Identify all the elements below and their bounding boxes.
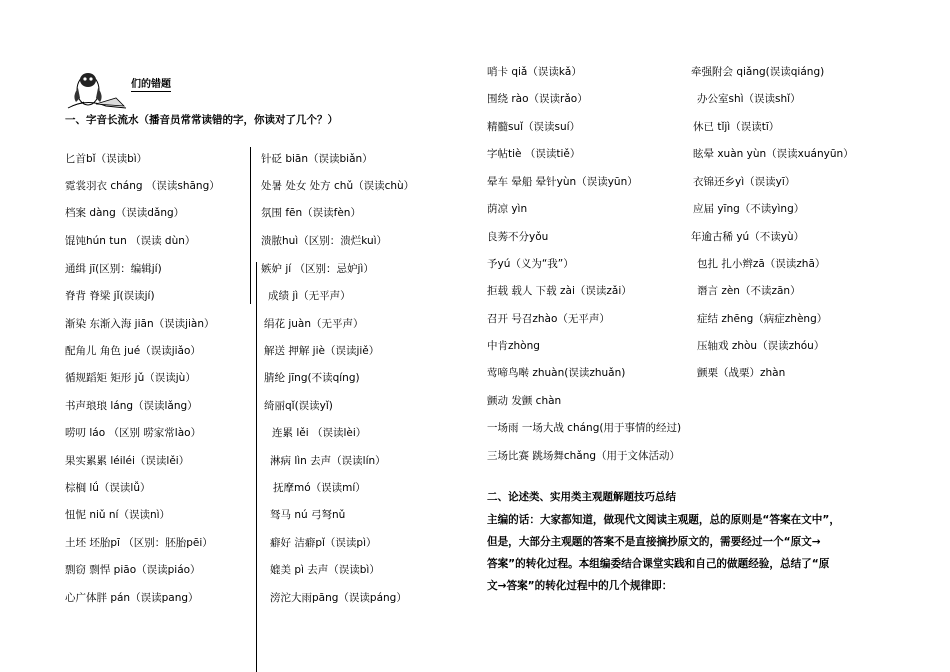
- list-item: 滂沱大雨pāng（误读páng）: [270, 592, 407, 604]
- section-2-heading: 二、论述类、实用类主观题解题技巧总结: [487, 491, 676, 503]
- column-divider-left: [250, 147, 251, 304]
- list-item: 良莠不分yǒu: [487, 231, 549, 243]
- list-item: 媲美 pì 去声（误读bì）: [270, 564, 380, 576]
- list-item: 拒载 载人 下载 zài（误读zǎi）: [487, 285, 632, 297]
- list-item: 癖好 洁癖pǐ（误读pì）: [270, 537, 377, 549]
- list-item: 休已 tǐjì（误读tī）: [693, 121, 780, 133]
- page-title: 们的错题: [131, 79, 171, 90]
- list-item: 通缉 jī(区别：编辑jí): [65, 263, 162, 275]
- list-item: 年逾古稀 yú（不读yù）: [691, 231, 805, 243]
- list-item: 围绕 rào（误读rǎo）: [487, 93, 588, 105]
- list-item: 荫凉 yìn: [487, 203, 528, 215]
- list-item: 颤动 发颤 chàn: [487, 395, 562, 407]
- list-item: 哨卡 qiǎ（误读kǎ）: [487, 66, 582, 78]
- list-item: 循规蹈矩 矩形 jǔ（误读jù）: [65, 372, 196, 384]
- paragraph-line: 主编的话：大家都知道，做现代文阅读主观题，总的原则是“答案在文中”，: [487, 514, 840, 526]
- list-item: 渐染 东渐入海 jiān（误读jiàn）: [65, 318, 215, 330]
- list-item: 书声琅琅 láng（误读lǎng）: [65, 400, 198, 412]
- list-item: 嫉妒 jí （区别：忌妒jì）: [261, 263, 374, 275]
- list-item: 匕首bǐ（误读bì）: [65, 153, 148, 165]
- paragraph-line: 但是，大部分主观题的答案不是直接摘抄原文的，需要经过一个“原文→: [487, 536, 821, 548]
- list-item: 牵强附会 qiǎng(误读qiáng): [691, 66, 825, 78]
- list-item: 棕榈 lǘ（误读lǚ）: [65, 482, 151, 494]
- paragraph-line: 答案”的转化过程。本组编委结合课堂实践和自己的做题经验，总结了“原: [487, 558, 830, 570]
- list-item: 精髓suǐ（误读suí）: [487, 121, 581, 133]
- list-item: 办公室shì（误读shǐ）: [697, 93, 801, 105]
- penguin-logo-icon: [66, 68, 128, 110]
- list-item: 压轴戏 zhòu（误读zhóu）: [697, 340, 825, 352]
- list-item: 连累 lěi （误读lèi）: [272, 427, 367, 439]
- list-item: 心广体胖 pán（误读pang）: [65, 592, 199, 604]
- list-item: 包扎 扎小辫zā（误读zhā）: [697, 258, 826, 270]
- list-item: 针砭 biān（误读biǎn）: [261, 153, 373, 165]
- list-item: 脊背 脊梁 jǐ(误读jí): [65, 290, 155, 302]
- list-item: 召开 号召zhào（无平声）: [487, 313, 610, 325]
- list-item: 衣锦还乡yì（误读yī）: [693, 176, 796, 188]
- list-item: 氛围 fēn（误读fèn）: [261, 207, 361, 219]
- list-item: 剽窃 剽悍 piāo（误读piáo）: [65, 564, 201, 576]
- list-item: 颤栗（战栗）zhàn: [697, 367, 786, 379]
- list-item: 解送 押解 jiè（误读jiě）: [264, 345, 380, 357]
- list-item: 症结 zhēng（病症zhèng）: [697, 313, 828, 325]
- list-item: 霓裳羽衣 cháng （误读shāng）: [65, 180, 220, 192]
- list-item: 一场雨 一场大战 cháng(用于事情的经过): [487, 422, 682, 434]
- list-item: 中肯zhòng: [487, 340, 540, 352]
- section-1-heading: 一、字音长流水（播音员常常读错的字，你读对了几个？）: [65, 114, 338, 126]
- list-item: 眩晕 xuàn yùn（误读xuányūn）: [693, 148, 854, 160]
- list-item: 土坯 坯胎pī （区别：胚胎pēi）: [65, 537, 213, 549]
- list-item: 处暑 处女 处方 chǔ（误读chù）: [261, 180, 415, 192]
- column-divider-right: [256, 262, 257, 672]
- list-item: 驽马 nú 弓弩nǔ: [270, 509, 346, 521]
- paragraph-line: 文→答案”的转化过程中的几个规律即：: [487, 580, 673, 592]
- list-item: 晕车 晕船 晕针yùn（误读yūn）: [487, 176, 638, 188]
- list-item: 唠叨 láo （区别 唠家常lào）: [65, 427, 202, 439]
- list-item: 予yú（义为“我”）: [487, 258, 574, 270]
- list-item: 果实累累 léiléi（误读lěi）: [65, 455, 190, 467]
- list-item: 莺啼鸟啭 zhuàn(误读zhuǎn): [487, 367, 626, 379]
- list-item: 配角儿 角色 jué（误读jiǎo）: [65, 345, 201, 357]
- list-item: 淋病 lìn 去声（误读lín）: [270, 455, 386, 467]
- list-item: 溃脓huì（区别：溃烂kuì）: [261, 235, 388, 247]
- list-item: 三场比赛 跳场舞chǎng（用于文体活动）: [487, 450, 681, 462]
- list-item: 档案 dàng（误读dǎng）: [65, 207, 185, 219]
- list-item: 绮丽qǐ(误读yǐ): [264, 400, 333, 412]
- list-item: 绢花 juàn（无平声）: [264, 318, 364, 330]
- list-item: 腈纶 jīng(不读qíng): [264, 372, 360, 384]
- list-item: 谮言 zèn（不读zān）: [697, 285, 801, 297]
- list-item: 馄饨hún tun （误读 dùn）: [65, 235, 196, 247]
- list-item: 忸怩 niǔ ní（误读nì）: [65, 509, 171, 521]
- list-item: 成绩 jì（无平声）: [268, 290, 351, 302]
- list-item: 抚摩mó（误读mí）: [273, 482, 366, 494]
- list-item: 字帖tiè （误读tiě）: [487, 148, 581, 160]
- list-item: 应届 yīng（不读yìng）: [693, 203, 805, 215]
